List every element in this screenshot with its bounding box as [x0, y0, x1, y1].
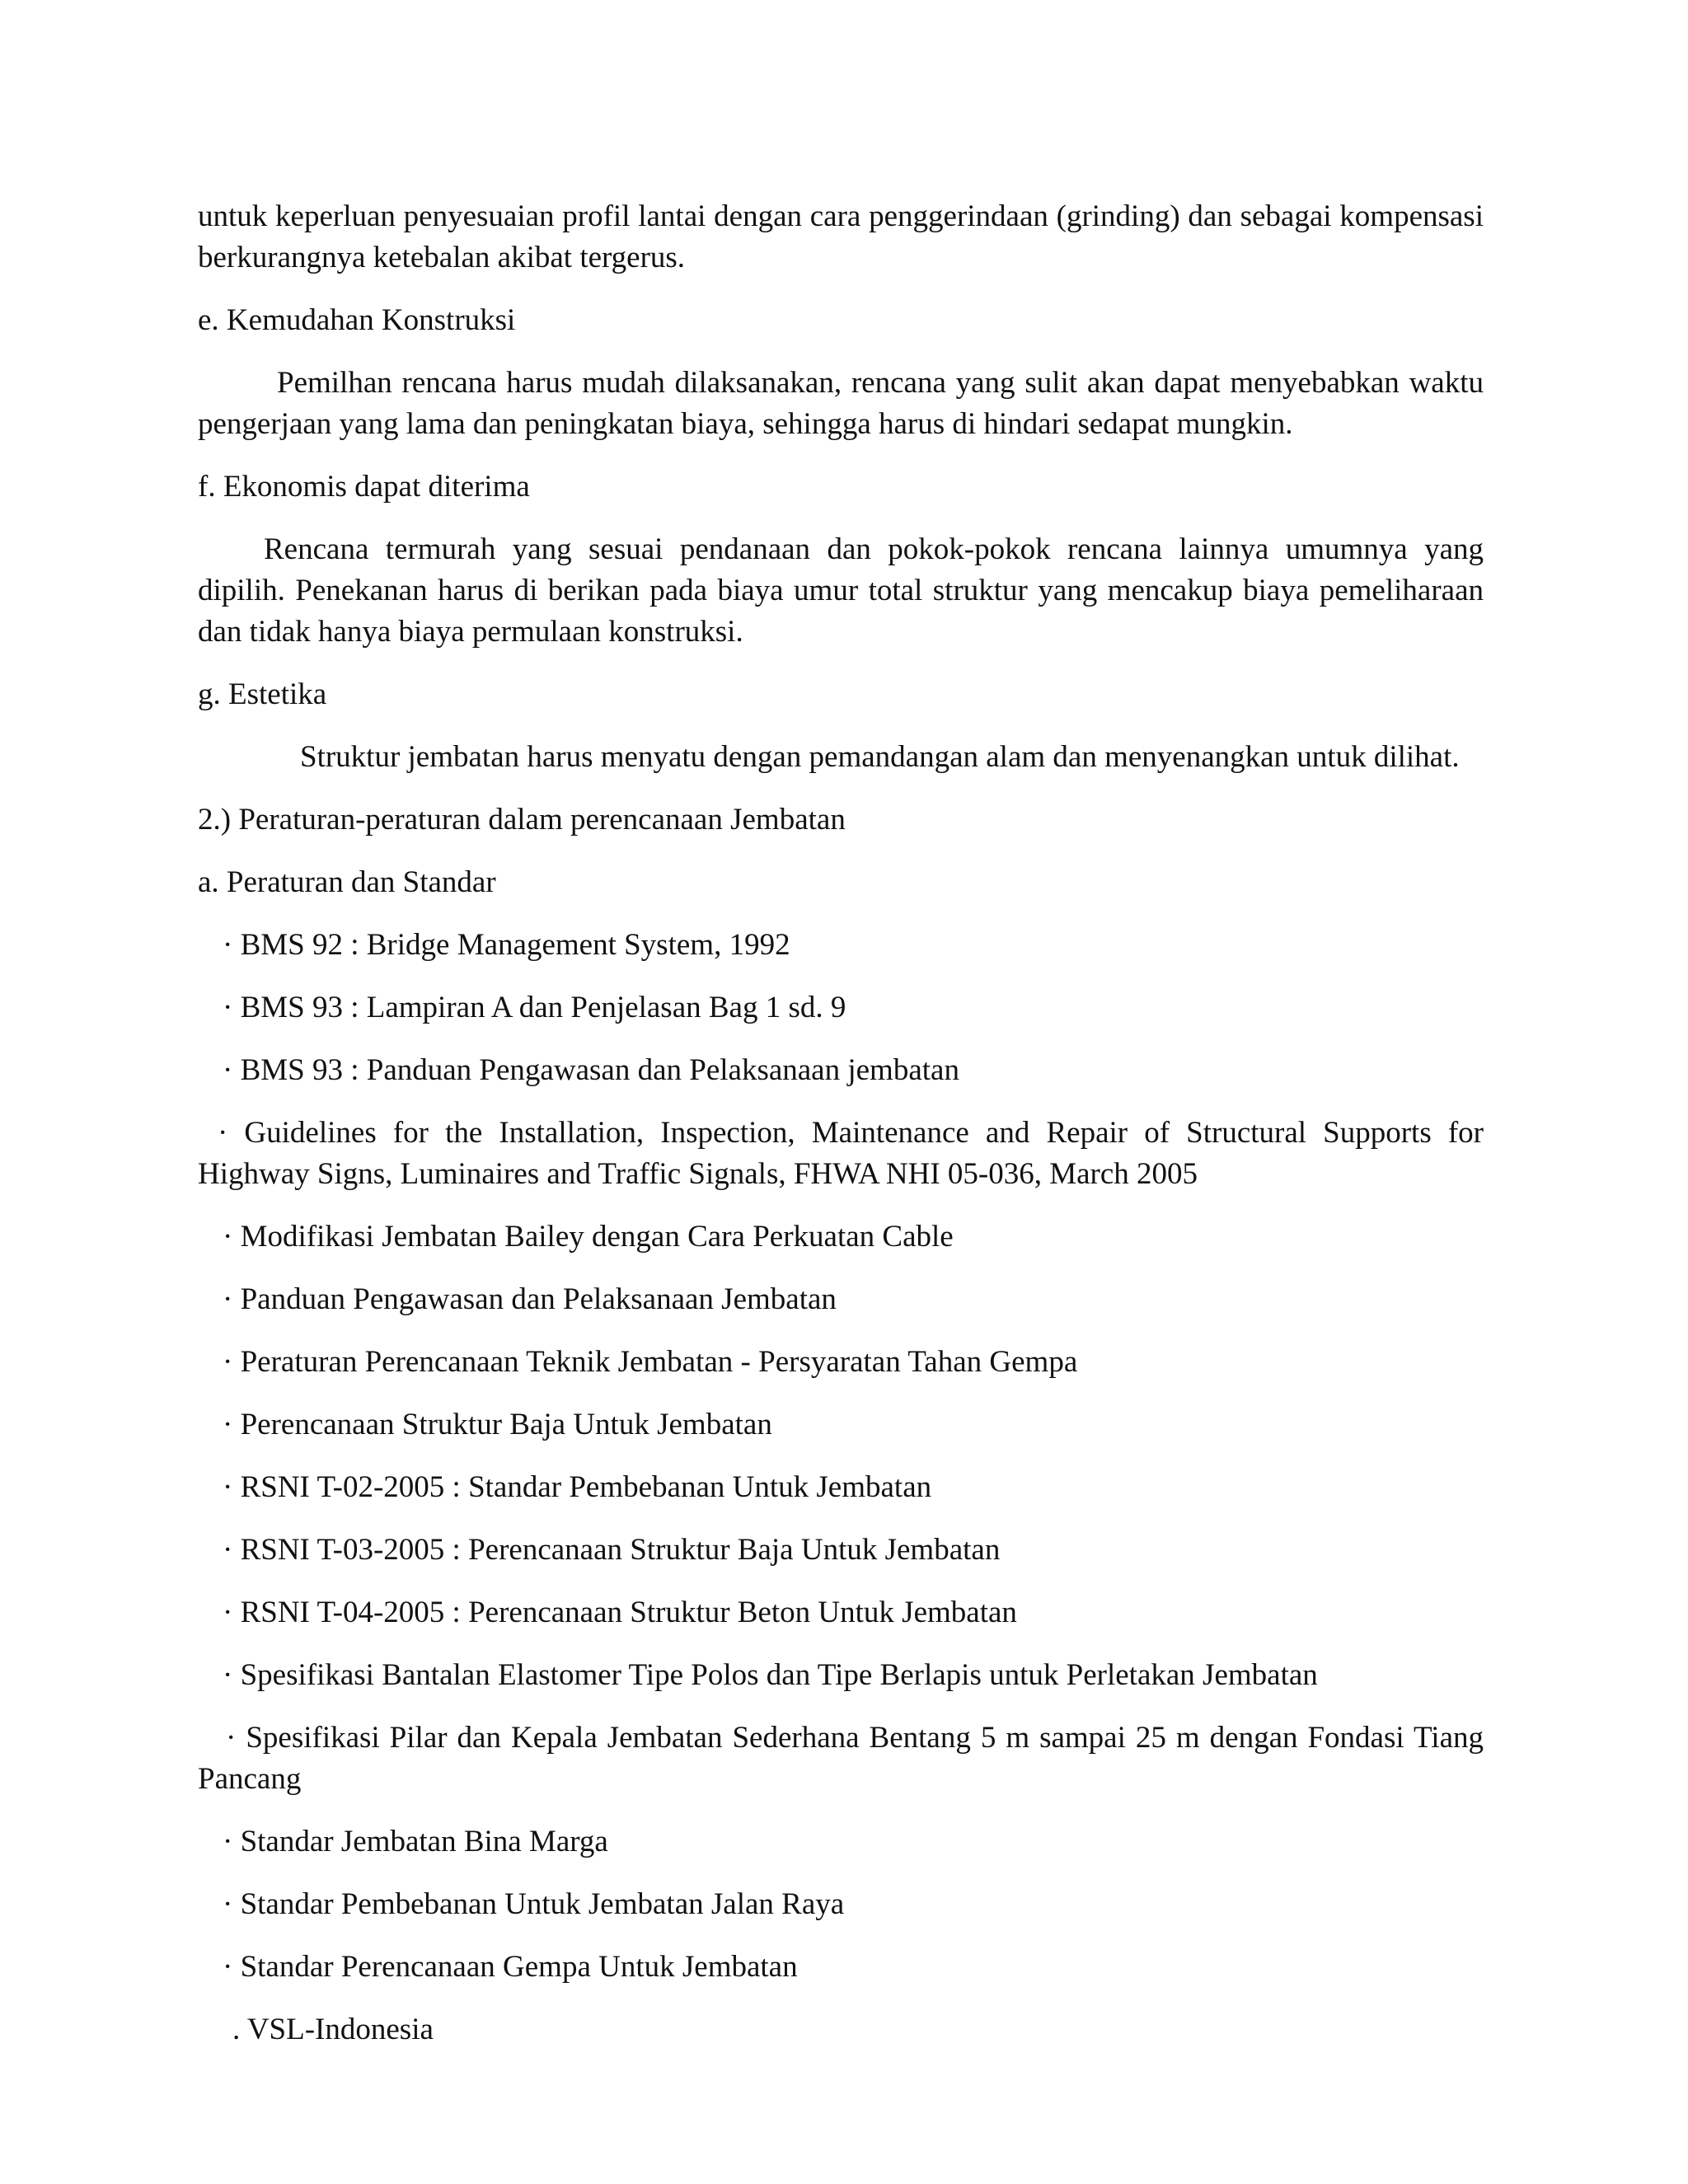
list-item: · BMS 92 : Bridge Management System, 1992 [223, 928, 790, 962]
subsection-heading: a. Peraturan dan Standar [198, 865, 496, 899]
section-heading: g. Estetika [198, 677, 327, 711]
body-paragraph: untuk keperluan penyesuaian profil lantai dengan cara penggerindaan (grinding) dan sebagai kompensasi berkurangnya ketebalan akibat tergerus. [198, 199, 1484, 274]
list-item: · RSNI T-04-2005 : Perencanaan Struktur Beton Untuk Jembatan [223, 1596, 1017, 1629]
section-heading: f. Ekonomis dapat diterima [198, 470, 530, 504]
list-item: · Modifikasi Jembatan Bailey dengan Cara Perkuatan Cable [223, 1220, 954, 1254]
list-item: · Standar Perencanaan Gempa Untuk Jembatan [223, 1950, 798, 1984]
body-paragraph: Struktur jembatan harus menyatu dengan pemandangan alam dan menyenangkan untuk dilihat. [300, 740, 1460, 774]
body-paragraph: Pemilhan rencana harus mudah dilaksanakan, rencana yang sulit akan dapat menyebabkan waktu pengerjaan yang lama dan peningkatan biaya, sehingga harus di hindari sedapat mungkin. [198, 366, 1484, 441]
list-item: · Peraturan Perencanaan Teknik Jembatan - Persyaratan Tahan Gempa [223, 1345, 1078, 1379]
list-item: · RSNI T-02-2005 : Standar Pembebanan Untuk Jembatan [223, 1470, 932, 1504]
list-item: · BMS 93 : Lampiran A dan Penjelasan Bag 1 sd. 9 [223, 991, 846, 1024]
list-item: · Spesifikasi Bantalan Elastomer Tipe Polos dan Tipe Berlapis untuk Perletakan Jembatan [223, 1658, 1318, 1692]
list-item: . VSL-Indonesia [232, 2013, 434, 2046]
section-heading: 2.) Peraturan-peraturan dalam perencanaan Jembatan [198, 803, 846, 837]
list-item: · Standar Pembebanan Untuk Jembatan Jalan Raya [223, 1887, 845, 1921]
list-item: · Panduan Pengawasan dan Pelaksanaan Jembatan [223, 1282, 837, 1316]
body-paragraph: Rencana termurah yang sesuai pendanaan dan pokok-pokok rencana lainnya umumnya yang dipilih. Penekanan harus di berikan pada biaya umur total struktur yang mencakup biaya pemeliharaan dan tidak hanya biaya permulaan konstruksi. [198, 532, 1484, 649]
list-item: · Spesifikasi Pilar dan Kepala Jembatan Sederhana Bentang 5 m sampai 25 m dengan Fondasi Tiang Pancang [198, 1721, 1484, 1796]
document-page [198, 196, 1484, 2050]
list-item: · Standar Jembatan Bina Marga [223, 1825, 608, 1858]
list-item: · Perencanaan Struktur Baja Untuk Jembatan [223, 1408, 772, 1441]
section-heading: e. Kemudahan Konstruksi [198, 303, 516, 337]
list-item: · RSNI T-03-2005 : Perencanaan Struktur Baja Untuk Jembatan [223, 1533, 1001, 1567]
list-item: · Guidelines for the Installation, Inspection, Maintenance and Repair of Structural Supports for Highway Signs, Luminaires and Traffic Signals, FHWA NHI 05-036, March 2005 [198, 1116, 1484, 1191]
list-item: · BMS 93 : Panduan Pengawasan dan Pelaksanaan jembatan [223, 1053, 959, 1087]
